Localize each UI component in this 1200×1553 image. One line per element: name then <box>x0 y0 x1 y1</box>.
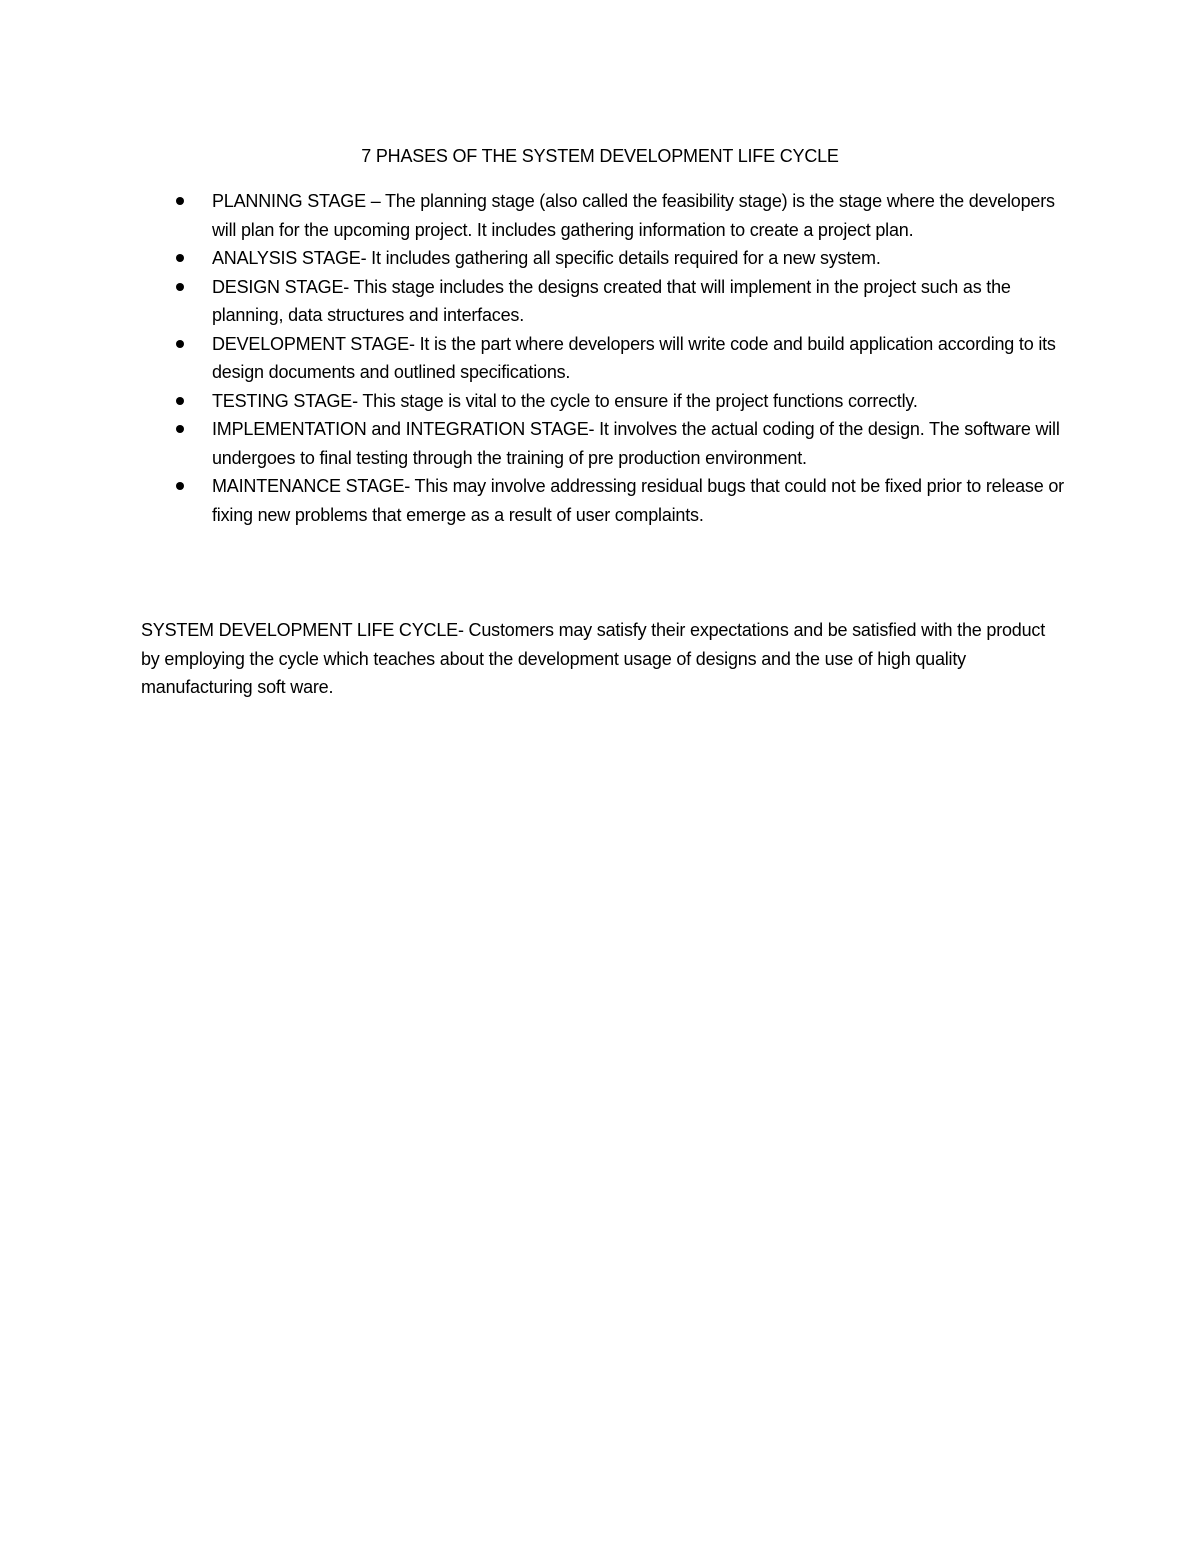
list-item <box>174 415 1074 472</box>
bullet-icon <box>176 482 184 490</box>
bullet-icon <box>176 254 184 262</box>
phase-text: TESTING STAGE- This stage is vital to the cycle to ensure if the project functions correctly. <box>212 390 918 411</box>
bullet-icon <box>176 283 184 291</box>
summary-paragraph: SYSTEM DEVELOPMENT LIFE CYCLE- Customers may satisfy their expectations and be satisfied with the product by employing the cycle which teaches about the development usage of designs and the use of high quality manufacturing soft ware. <box>141 620 1046 697</box>
bullet-icon <box>176 340 184 348</box>
list-item <box>174 472 1074 529</box>
phase-text: IMPLEMENTATION and INTEGRATION STAGE- It involves the actual coding of the design. The software will undergoes to final testing through the training of pre production environment. <box>212 419 1060 468</box>
list-item <box>174 187 1074 244</box>
phase-text: DESIGN STAGE- This stage includes the designs created that will implement in the project such as the planning, data structures and interfaces. <box>212 276 1011 325</box>
list-item <box>174 330 1074 387</box>
phase-text: MAINTENANCE STAGE- This may involve addressing residual bugs that could not be fixed prior to release or fixing new problems that emerge as a result of user complaints. <box>212 476 1064 525</box>
phase-text: DEVELOPMENT STAGE- It is the part where developers will write code and build application according to its design documents and outlined specifications. <box>212 333 1056 382</box>
bullet-icon <box>176 397 184 405</box>
list-item <box>174 273 1074 330</box>
document-title: 7 PHASES OF THE SYSTEM DEVELOPMENT LIFE CYCLE <box>361 146 839 166</box>
phase-text: ANALYSIS STAGE- It includes gathering all specific details required for a new system. <box>212 248 881 268</box>
list-item <box>174 387 1074 416</box>
bullet-icon <box>176 425 184 433</box>
list-item <box>174 244 1074 273</box>
phase-list <box>174 187 1074 529</box>
phase-text: PLANNING STAGE – The planning stage (also called the feasibility stage) is the stage where the developers will plan for the upcoming project. It includes gathering information to create a project plan. <box>212 191 1055 240</box>
bullet-icon <box>176 197 184 205</box>
